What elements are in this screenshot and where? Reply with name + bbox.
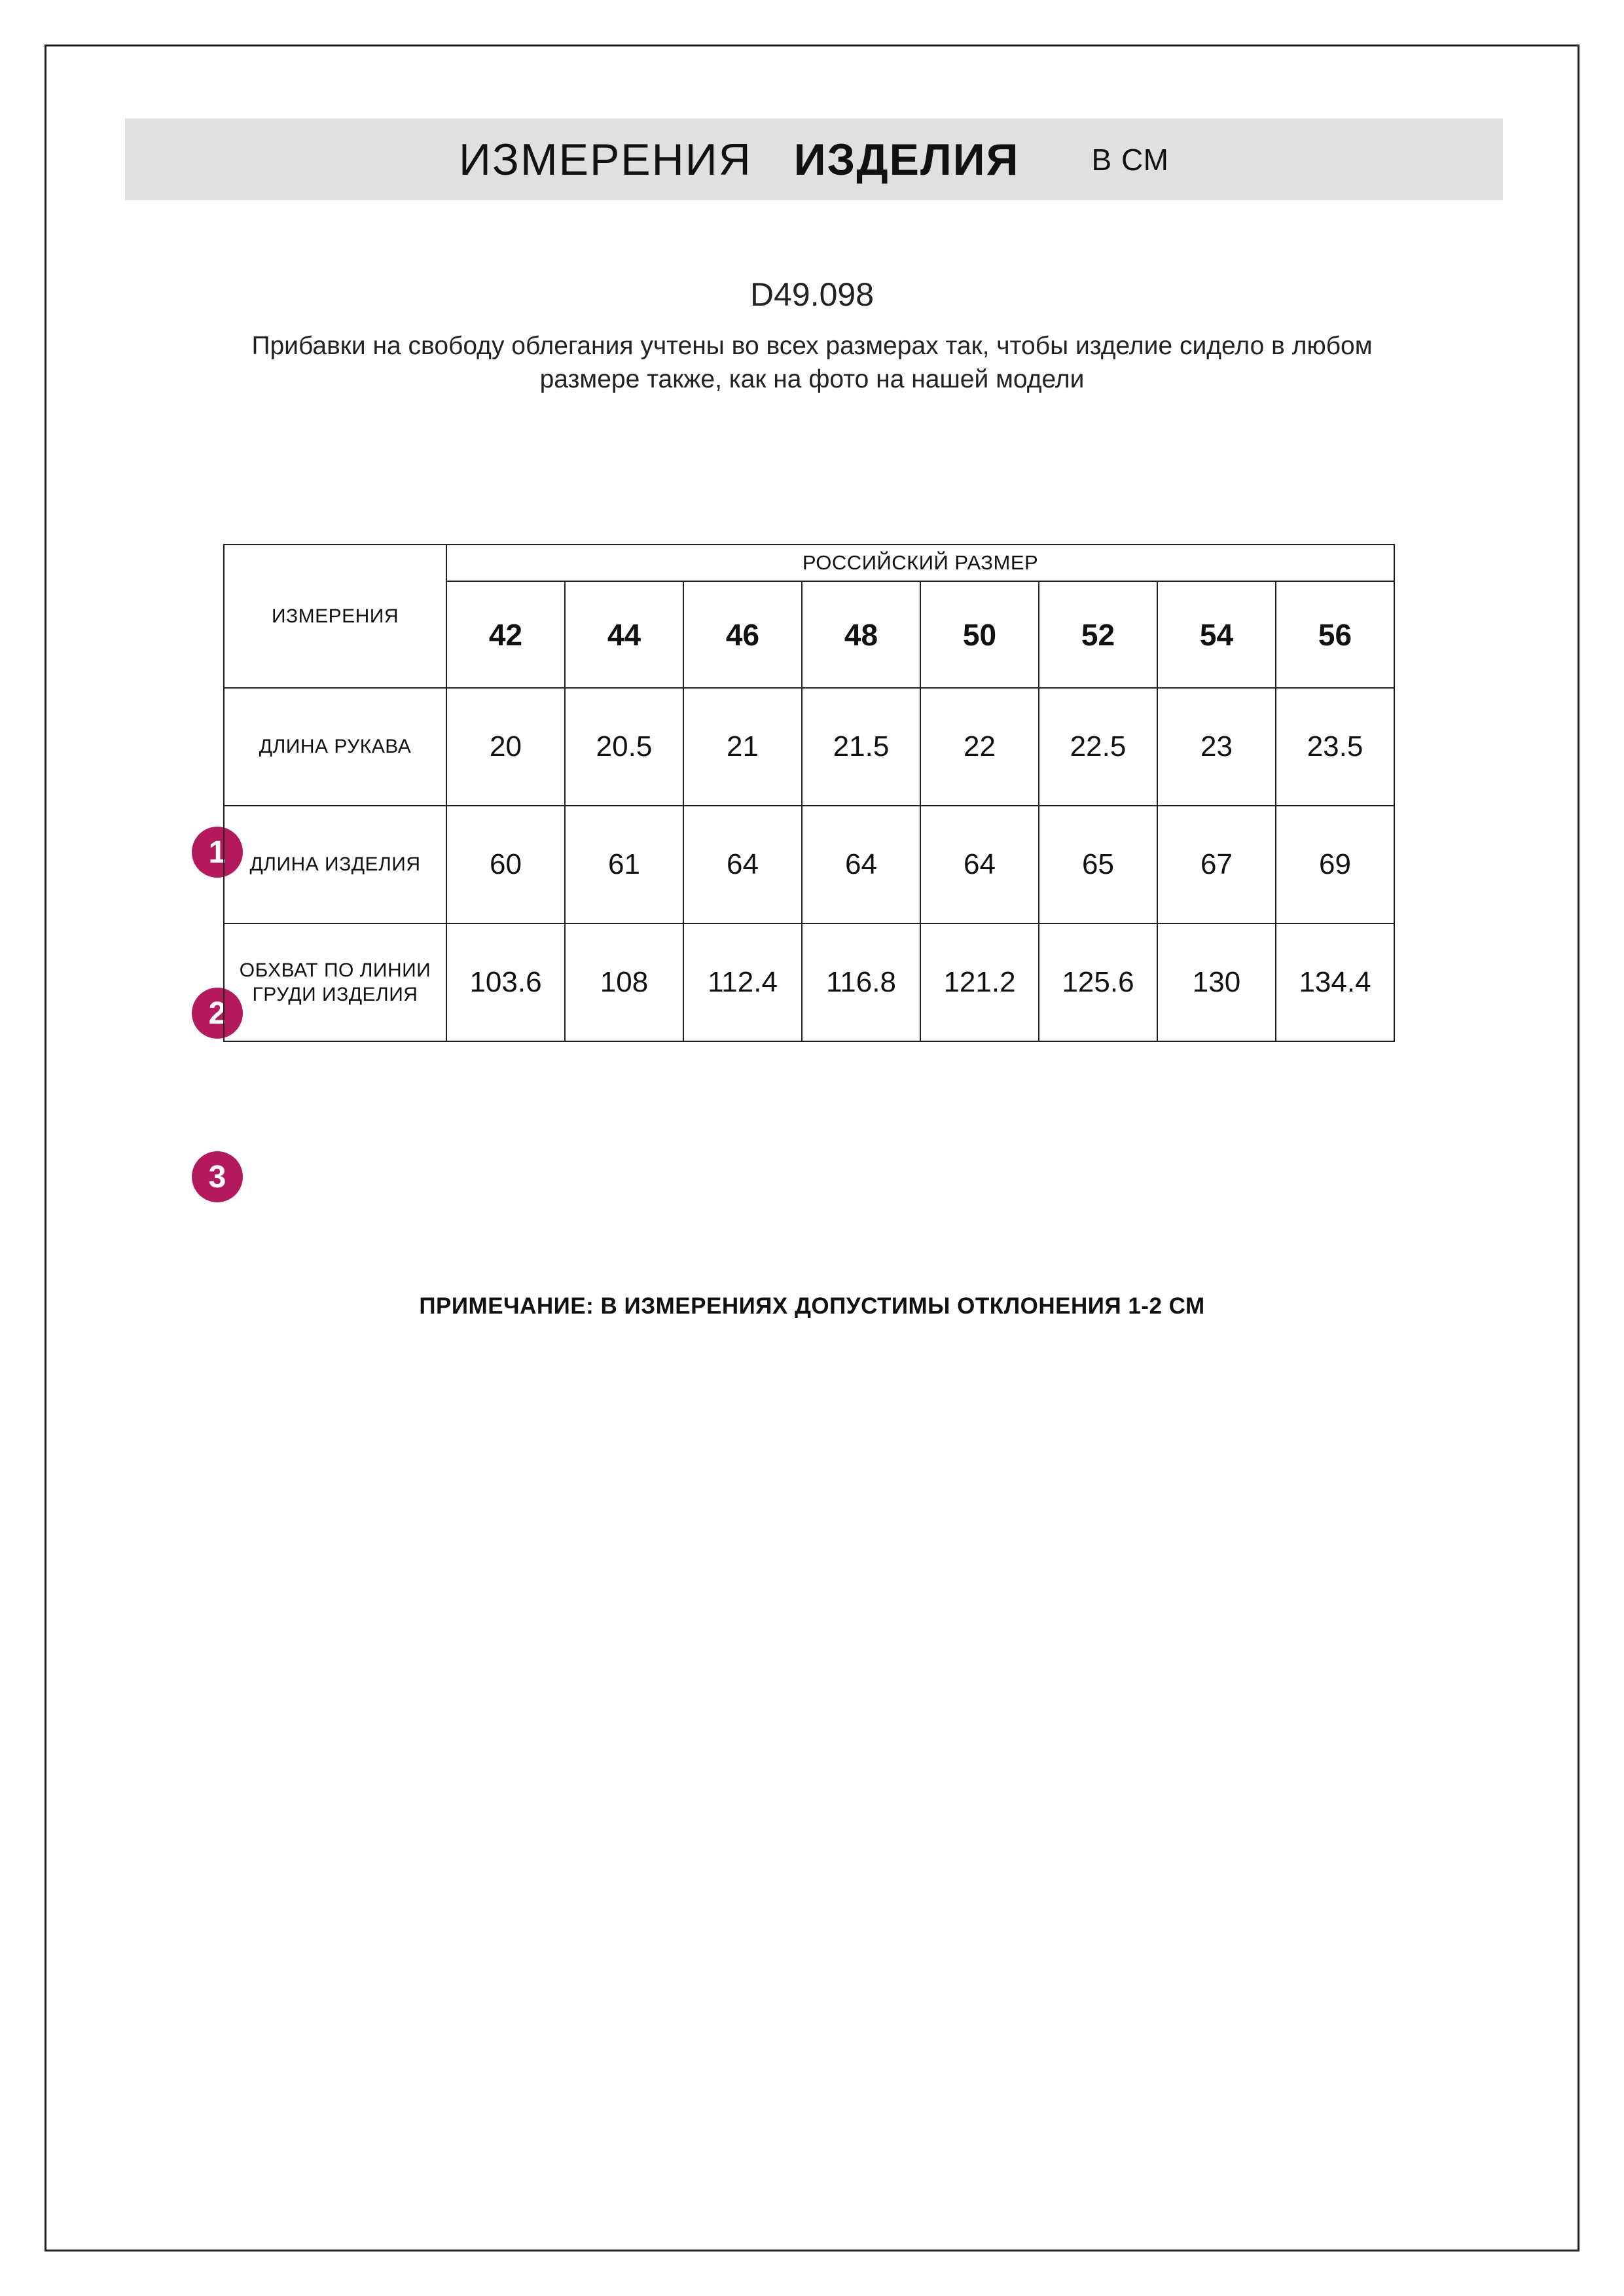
size-header-48: 48 [802, 581, 920, 688]
row-bullet-1: 1 [192, 827, 243, 878]
cell-chest-52: 125.6 [1039, 924, 1157, 1041]
article-code: D49.098 [749, 276, 875, 313]
table-header-measurements: ИЗМЕРЕНИЯ [224, 545, 446, 688]
document-content [46, 46, 1578, 2250]
table-row [224, 806, 1394, 924]
cell-sleeve-48: 21.5 [802, 688, 920, 806]
cell-length-56: 69 [1276, 806, 1394, 924]
cell-length-48: 64 [802, 806, 920, 924]
cell-length-42: 60 [446, 806, 565, 924]
cell-chest-50: 121.2 [920, 924, 1039, 1041]
size-header-46: 46 [683, 581, 802, 688]
cell-length-52: 65 [1039, 806, 1157, 924]
page-frame [45, 45, 1579, 2251]
cell-chest-44: 108 [565, 924, 683, 1041]
row-label-chest-girth: ОБХВАТ ПО ЛИНИИ ГРУДИ ИЗДЕЛИЯ [224, 924, 446, 1041]
table-row [224, 924, 1394, 1041]
title-strong: ИЗДЕЛИЯ [793, 134, 1020, 185]
row-label-sleeve-length: ДЛИНА РУКАВА [224, 688, 446, 806]
cell-chest-48: 116.8 [802, 924, 920, 1041]
size-header-44: 44 [565, 581, 683, 688]
title-unit-label: В СМ [1091, 142, 1169, 177]
size-header-42: 42 [446, 581, 565, 688]
cell-length-54: 67 [1157, 806, 1276, 924]
cell-chest-54: 130 [1157, 924, 1276, 1041]
cell-sleeve-46: 21 [683, 688, 802, 806]
row-bullet-2: 2 [192, 988, 243, 1039]
table-header-russian-size: РОССИЙСКИЙ РАЗМЕР [446, 545, 1394, 581]
size-header-52: 52 [1039, 581, 1157, 688]
cell-chest-42: 103.6 [446, 924, 565, 1041]
cell-sleeve-56: 23.5 [1276, 688, 1394, 806]
title-bar [125, 118, 1503, 200]
table-row [224, 688, 1394, 806]
cell-sleeve-50: 22 [920, 688, 1039, 806]
cell-length-46: 64 [683, 806, 802, 924]
cell-length-44: 61 [565, 806, 683, 924]
cell-sleeve-42: 20 [446, 688, 565, 806]
cell-chest-46: 112.4 [683, 924, 802, 1041]
note-text: ПРИМЕЧАНИЕ: В ИЗМЕРЕНИЯХ ДОПУСТИМЫ ОТКЛОНЕНИЯ 1-2 СМ [419, 1293, 1205, 1319]
cell-sleeve-54: 23 [1157, 688, 1276, 806]
cell-sleeve-52: 22.5 [1039, 688, 1157, 806]
size-header-54: 54 [1157, 581, 1276, 688]
cell-chest-56: 134.4 [1276, 924, 1394, 1041]
table-header-group-row [224, 545, 1394, 581]
cell-sleeve-44: 20.5 [565, 688, 683, 806]
cell-length-50: 64 [920, 806, 1039, 924]
measurements-table [223, 544, 1395, 1042]
measurements-table-wrapper [223, 544, 1395, 1042]
intro-text: Прибавки на свободу облегания учтены во всех размерах так, чтобы изделие сидело в любом размере также, как на фото на нашей модели [251, 332, 1373, 394]
row-bullet-3: 3 [192, 1151, 243, 1202]
size-header-50: 50 [920, 581, 1039, 688]
row-label-product-length: ДЛИНА ИЗДЕЛИЯ [224, 806, 446, 924]
title-main: ИЗМЕРЕНИЯ [459, 134, 752, 185]
size-header-56: 56 [1276, 581, 1394, 688]
